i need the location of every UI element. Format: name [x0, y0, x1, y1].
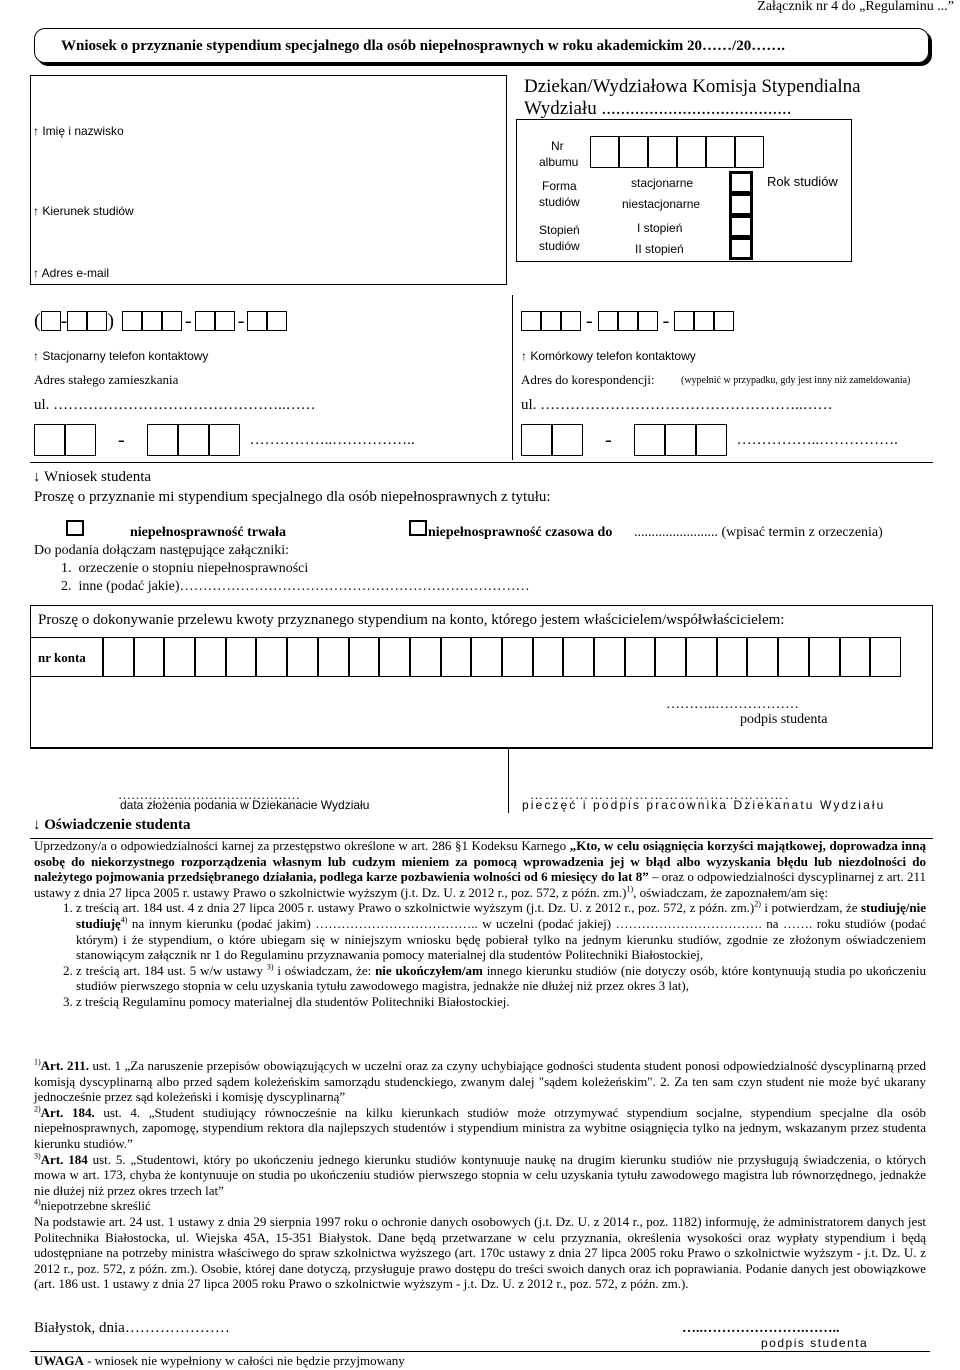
application-section-title: ↓ Wniosek studenta — [33, 469, 152, 485]
place-date[interactable]: Białystok, dnia………………… — [34, 1320, 230, 1336]
name-label: ↑ Imię i nazwisko — [33, 124, 124, 138]
declaration-point-3: 3. z treścią Regulaminu pomocy materialnej dla studentów Politechniki Białostockiej. — [76, 994, 926, 1010]
stamp-label: pieczęć i podpis pracownika Dziekanatu Wydziału — [522, 798, 886, 812]
degree-label-2: studiów — [539, 239, 580, 253]
account-number-cells[interactable] — [103, 637, 901, 677]
option-part-time: niestacjonarne — [622, 197, 701, 211]
footnotes — [34, 1058, 926, 1292]
phones-divider — [512, 295, 513, 460]
dash: - — [60, 309, 68, 332]
paren-close: ) — [107, 309, 115, 332]
email-label: ↑ Adres e-mail — [33, 266, 110, 280]
declaration-section-title: ↓ Oświadczenie studenta — [33, 817, 191, 833]
field-of-study-field[interactable] — [35, 165, 495, 195]
second-degree-checkbox[interactable] — [729, 237, 753, 260]
home-postcode-city[interactable] — [34, 424, 415, 456]
declaration-body — [34, 838, 926, 1010]
correspondence-city: ……………..……………. — [736, 431, 898, 448]
request-text: Proszę o przyznanie mi stypendium specjalnego dla osób niepełnosprawnych z tytułu: — [34, 489, 551, 505]
dash: - — [586, 309, 593, 332]
correspondence-street[interactable]: ul. ……………………………………………..…… — [521, 397, 833, 413]
form-label-2: studiów — [539, 195, 580, 209]
home-city: ……………..…………….. — [249, 431, 415, 448]
attachment-2[interactable]: 2. inne (podać jakie)………………………………………………………………… — [61, 579, 530, 594]
footnote-4: $^{4)}$niepotrzebne skreślić — [34, 1198, 151, 1214]
footnote-3: $^{3)}$Art. 184 ust. 5. „Studentowi, który po ukończeniu jednego kierunku studiów kontynuuje naukę na drugim kierunku studiów nie przysługują świadczenia, o których mowa w art. 173, chyba że kontynuuje on studia po ukończeniu studiów pierwszego stopnia w celu uzyskania tytułu zawodowego magistra lub równorzędnego, jednakże nie dłużej niż przez okres trzech lat” — [34, 1151, 926, 1198]
declaration-points — [34, 900, 926, 1009]
temporary-disability-date[interactable]: ........................ (wpisać termin z orzeczenia) — [634, 525, 883, 540]
landline-label: ↑ Stacjonarny telefon kontaktowy — [33, 349, 209, 363]
data-protection-note: Na podstawie art. 24 ust. 1 ustawy z dnia 29 sierpnia 1997 roku o ochronie danych osobowych (j.t. Dz. U. z 2014 r., poz. 1182) informuję, że administratorem danych jest Politechnika Białostocka, ul. Wiejska 45A, 15-351 Białystok. Dane będą przetwarzane w celu przyznania, określenia wysokości oraz wypłaty stypendium i będą udostępniane na potrzeby ministra właściwego do spraw szkolnictwa wyższego (art. 170c ustawy z dnia 27 lipca 2005 roku Prawo o szkolnictwie wyższym - j.t. Dz. U. z 2012 r., poz. 572, z późn. zm.). Osobie, której dane dotyczą, przysługuje prawo dostępu do treści swoich danych oraz ich poprawiania. Podanie danych jest obowiązkowe (art. 186 ust. 1 ustawy z dnia 27 lipca 2005 roku Prawo o szkolnictwie wyższym - j.t. Dz. U. z 2012 r., poz. 572, z późn. zm.). — [34, 1213, 926, 1292]
correspondence-postcode-city[interactable] — [521, 424, 898, 456]
submission-date-dots[interactable]: …………………………………… — [118, 787, 300, 802]
part-time-checkbox[interactable] — [729, 193, 753, 216]
stamp-dots[interactable]: ……………………………………………. — [530, 787, 791, 802]
warning-text: UWAGA - wniosek nie wypełniony w całości nie będzie przyjmowany — [34, 1353, 405, 1368]
album-label-1: Nr — [551, 139, 564, 153]
attachment-1: 1. orzeczenie o stopniu niepełnosprawności — [61, 561, 309, 576]
submission-date-label: data złożenia podania w Dziekanacie Wydziału — [120, 798, 370, 812]
first-degree-checkbox[interactable] — [729, 215, 753, 238]
separator-line — [30, 462, 933, 463]
transfer-text: Proszę o dokonywanie przelewu kwoty przyznanego stypendium na konto, którego jestem właścicielem/współwłaścicielem: — [38, 612, 785, 628]
dash: - — [237, 309, 245, 332]
album-label-2: albumu — [539, 155, 579, 169]
attachments-intro: Do podania dołączam następujące załączniki: — [34, 543, 289, 558]
final-signature-dots[interactable]: …..………………….…….. — [682, 1321, 840, 1336]
full-time-checkbox[interactable] — [729, 171, 753, 194]
office-separator — [30, 748, 933, 749]
year-label: Rok studiów — [767, 174, 838, 189]
email-field[interactable] — [35, 235, 495, 260]
office-vertical-line — [508, 748, 509, 813]
mobile-label: ↑ Komórkowy telefon kontaktowy — [521, 349, 696, 363]
temporary-disability-checkbox[interactable] — [409, 520, 427, 536]
declaration-point-1: 1. z treścią art. 184 ust. 4 z dnia 27 lipca 2005 r. ustawy Prawo o szkolnictwie wyższym (j.t. Dz. U. z 2012 r., poz. 572, z późn. zm.)$^{2)}$ i potwierdzam, że studiuję/nie studiuję$^{4)}$ na innym kierunku (podać jakim) ……………………………….. w uczelni (podać jakiej) ……………………………. na ……. roku studiów (podać którym) i że stypendium, o które ubiegam się w niniejszym wniosku będę pobierał tylko na jednym kierunku studiów, zgodnie ze złożonym oświadczeniem stanowiącym załącznik nr 1 do Regulaminu przyznawania pomocy materialnej dla studentów Politechniki Białostockiej, — [76, 900, 926, 962]
degree-label-1: Stopień — [539, 223, 580, 237]
form-title: Wniosek o przyznanie stypendium specjalnego dla osób niepełnosprawnych w roku akademickim 20……/20……. — [61, 38, 785, 54]
paren-open: ( — [34, 309, 41, 332]
dash: - — [662, 309, 670, 332]
declaration-point-2: 2. z treścią art. 184 ust. 5 w/w ustawy $^{3)}$ i oświadczam, że: nie ukończyłem/am innego kierunku studiów (nie dotyczy osób, które kontynuują studia po ukończeniu studiów pierwszego stopnia w celu uzyskania tytułu zawodowego magistra, jednakże nie dłużej niż przez okres 3 lat), — [76, 963, 926, 994]
option-full-time: stacjonarne — [631, 176, 694, 190]
declaration-intro: Uprzedzony/a o odpowiedzialności karnej za przestępstwo określone w art. 286 §1 Kodeksu Karnego „Kto, w celu osiągnięcia korzyści majątkowej, doprowadza inną osobę do niekorzystnego rozporządzenia własnym lub cudzym mieniem za pomocą wprowadzenia jej w błąd albo wyzyskania błędu lub niezdolności do należytego pojmowania przedsiębranego działania, podlega karze pozbawienia wolności od 6 miesięcy do lat 8” – oraz o odpowiedzialności dyscyplinarnej z art. 211 ustawy z dnia 27 lipca 2005 r. ustawy Prawo o szkolnictwie wyższym (j.t. Dz. U. z 2012 r., poz. 572, z późn. zm.)$^{1)}$, oświadczam, że zapoznałem/am się: — [34, 838, 926, 900]
faculty-line-1: Dziekan/Wydziałowa Komisja Stypendialna — [524, 76, 861, 97]
album-number-cells[interactable] — [590, 136, 764, 168]
attachment-1-text: orzeczenie o stopniu niepełnosprawności — [78, 561, 309, 576]
permanent-disability-label: niepełnosprawność trwała — [130, 525, 286, 540]
option-first-degree: I stopień — [637, 221, 683, 235]
faculty-line-2[interactable]: Wydziału ........................................ — [524, 98, 792, 119]
footnote-1: $^{1)}$Art. 211. ust. 1 „Za naruszenie przepisów obowiązujących w uczelni oraz za czyny uchybiające godności studenta student ponosi odpowiedzialność dyscyplinarną przed komisją dyscyplinarną albo przed sądem koleżeńskim samorządu studenckiego, zwanym dalej "sądem koleżeńskim". 2. Za ten sam czyn student nie może być ukarany jednocześnie przez sąd koleżeński i komisję dyscyplinarną” — [34, 1057, 926, 1105]
temporary-disability-label: niepełnosprawność czasowa do — [428, 525, 613, 540]
name-field[interactable] — [35, 90, 495, 120]
option-second-degree: II stopień — [635, 242, 684, 256]
field-of-study-label: ↑ Kierunek studiów — [33, 204, 134, 218]
dash: - — [185, 309, 192, 332]
mobile-phone-input[interactable] — [521, 309, 734, 333]
permanent-disability-checkbox[interactable] — [66, 520, 84, 536]
attachment-2-text: inne (podać jakie)………………………………………………………………… — [78, 579, 530, 594]
attachment-note: Załącznik nr 4 do „Regulaminu ...” — [757, 0, 954, 14]
correspondence-note: (wypełnić w przypadku, gdy jest inny niż zameldowania) — [681, 375, 911, 386]
final-signature-label: podpis studenta — [761, 1336, 869, 1350]
home-address-label: Adres stałego zamieszkania — [34, 372, 179, 387]
year-field[interactable] — [770, 195, 840, 245]
home-street[interactable]: ul. ………………………………………..…… — [34, 397, 316, 413]
form-label-1: Forma — [542, 179, 577, 193]
footnote-2: $^{2)}$Art. 184. ust. 4. „Student studiujący równocześnie na kilku kierunkach studiów może otrzymywać stypendium socjalne, stypendium specjalne dla osób niepełnosprawnych, zapomogę, stypendium rektora dla najlepszych studentów i stypendium ministra za wybitne osiągnięcia tylko na jednym, wskazanym przez studenta kierunku studiów.” — [34, 1104, 926, 1151]
correspondence-address-label: Adres do korespondencji: — [521, 372, 655, 387]
dash: - — [118, 428, 125, 451]
landline-phone-input[interactable] — [34, 309, 287, 333]
dash: - — [605, 428, 612, 451]
transfer-signature-dots[interactable]: ………..……………… — [666, 697, 799, 712]
title-banner — [34, 28, 929, 63]
transfer-signature-label: podpis studenta — [740, 712, 828, 727]
account-label: nr konta — [38, 650, 86, 665]
